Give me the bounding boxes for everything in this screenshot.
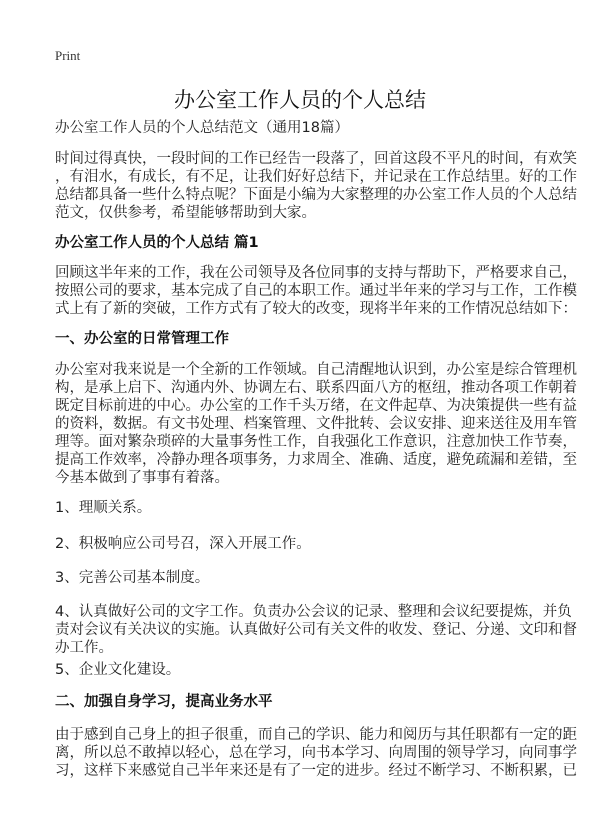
heading-2: 二、加强自身学习，提高业务水平	[55, 694, 273, 710]
text-line: 的资料，数据。有文书处理、档案管理、文件批转、会议安排、迎来送往及用车管	[55, 416, 577, 432]
list-item-4	[55, 603, 577, 657]
section-heading: 办公室工作人员的个人总结 篇1	[55, 235, 259, 251]
document-title: 办公室工作人员的个人总结	[174, 88, 426, 112]
text-line: ，有泪水，有成长，有不足，让我们好好总结下，并记录在工作总结里。好的工作	[55, 169, 577, 185]
list-item-2: 2、积极响应公司号召，深入开展工作。	[55, 536, 311, 552]
text-line: 提高工作效率，冷静办理各项事务，力求周全、准确、适度，避免疏漏和差错，至	[55, 452, 577, 468]
text-line: 离，所以总不敢掉以轻心，总在学习，向书本学习、向周围的领导学习，向同事学	[55, 745, 577, 761]
text-line: 理等。面对繁杂琐碎的大量事务性工作，自我强化工作意识，注意加快工作节奏，	[55, 434, 577, 450]
text-line: 按照公司的要求，基本完成了自己的本职工作。通过半年来的学习与工作，工作模	[55, 283, 577, 299]
list-item-1: 1、理顺关系。	[55, 500, 152, 516]
text-line: 总结都具备一些什么特点呢？下面是小编为大家整理的办公室工作人员的个人总结	[55, 187, 577, 203]
intro-paragraph	[55, 150, 577, 222]
text-line: 4、认真做好公司的文字工作。负责办公会议的记录、整理和会议纪要提炼，并负	[55, 604, 572, 620]
text-line: 由于感到自己身上的担子很重，而自己的学识、能力和阅历与其任职都有一定的距	[55, 727, 577, 743]
text-line: 办公室对我来说是一个全新的工作领域。自己清醒地认识到，办公室是综合管理机	[55, 362, 577, 378]
text-line: 回顾这半年来的工作，我在公司领导及各位同事的支持与帮助下，严格要求自己，	[55, 265, 577, 281]
document-subtitle: 办公室工作人员的个人总结范文（通用18篇）	[55, 120, 349, 136]
text-line: 今基本做到了事事有着落。	[55, 470, 229, 486]
heading-1: 一、办公室的日常管理工作	[55, 331, 229, 347]
text-line: 既定目标前进的中心。办公室的工作千头万绪，在文件起草、为决策提供一些有益	[55, 398, 577, 414]
list-item-5: 5、企业文化建设。	[55, 662, 181, 678]
text-line: 责对会议有关决议的实施。认真做好公司有关文件的收发、登记、分递、文印和督	[55, 622, 577, 638]
list-item-3: 3、完善公司基本制度。	[55, 570, 210, 586]
paragraph-2	[55, 726, 577, 780]
text-line: 习，这样下来感觉自己半年来还是有了一定的进步。经过不断学习、不断积累，已	[55, 763, 577, 779]
review-paragraph	[55, 264, 577, 318]
text-line: 办工作。	[55, 640, 113, 656]
text-line: 时间过得真快，一段时间的工作已经告一段落了，回首这段不平凡的时间，有欢笑	[55, 151, 577, 167]
print-label: Print	[55, 48, 81, 63]
text-line: 构，是承上启下、沟通内外、协调左右、联系四面八方的枢纽，推动各项工作朝着	[55, 380, 577, 396]
paragraph-1	[55, 361, 577, 487]
text-line: 范文，仅供参考，希望能够帮助到大家。	[55, 205, 316, 221]
text-line: 式上有了新的突破，工作方式有了较大的改变，现将半年来的工作情况总结如下：	[55, 301, 577, 317]
